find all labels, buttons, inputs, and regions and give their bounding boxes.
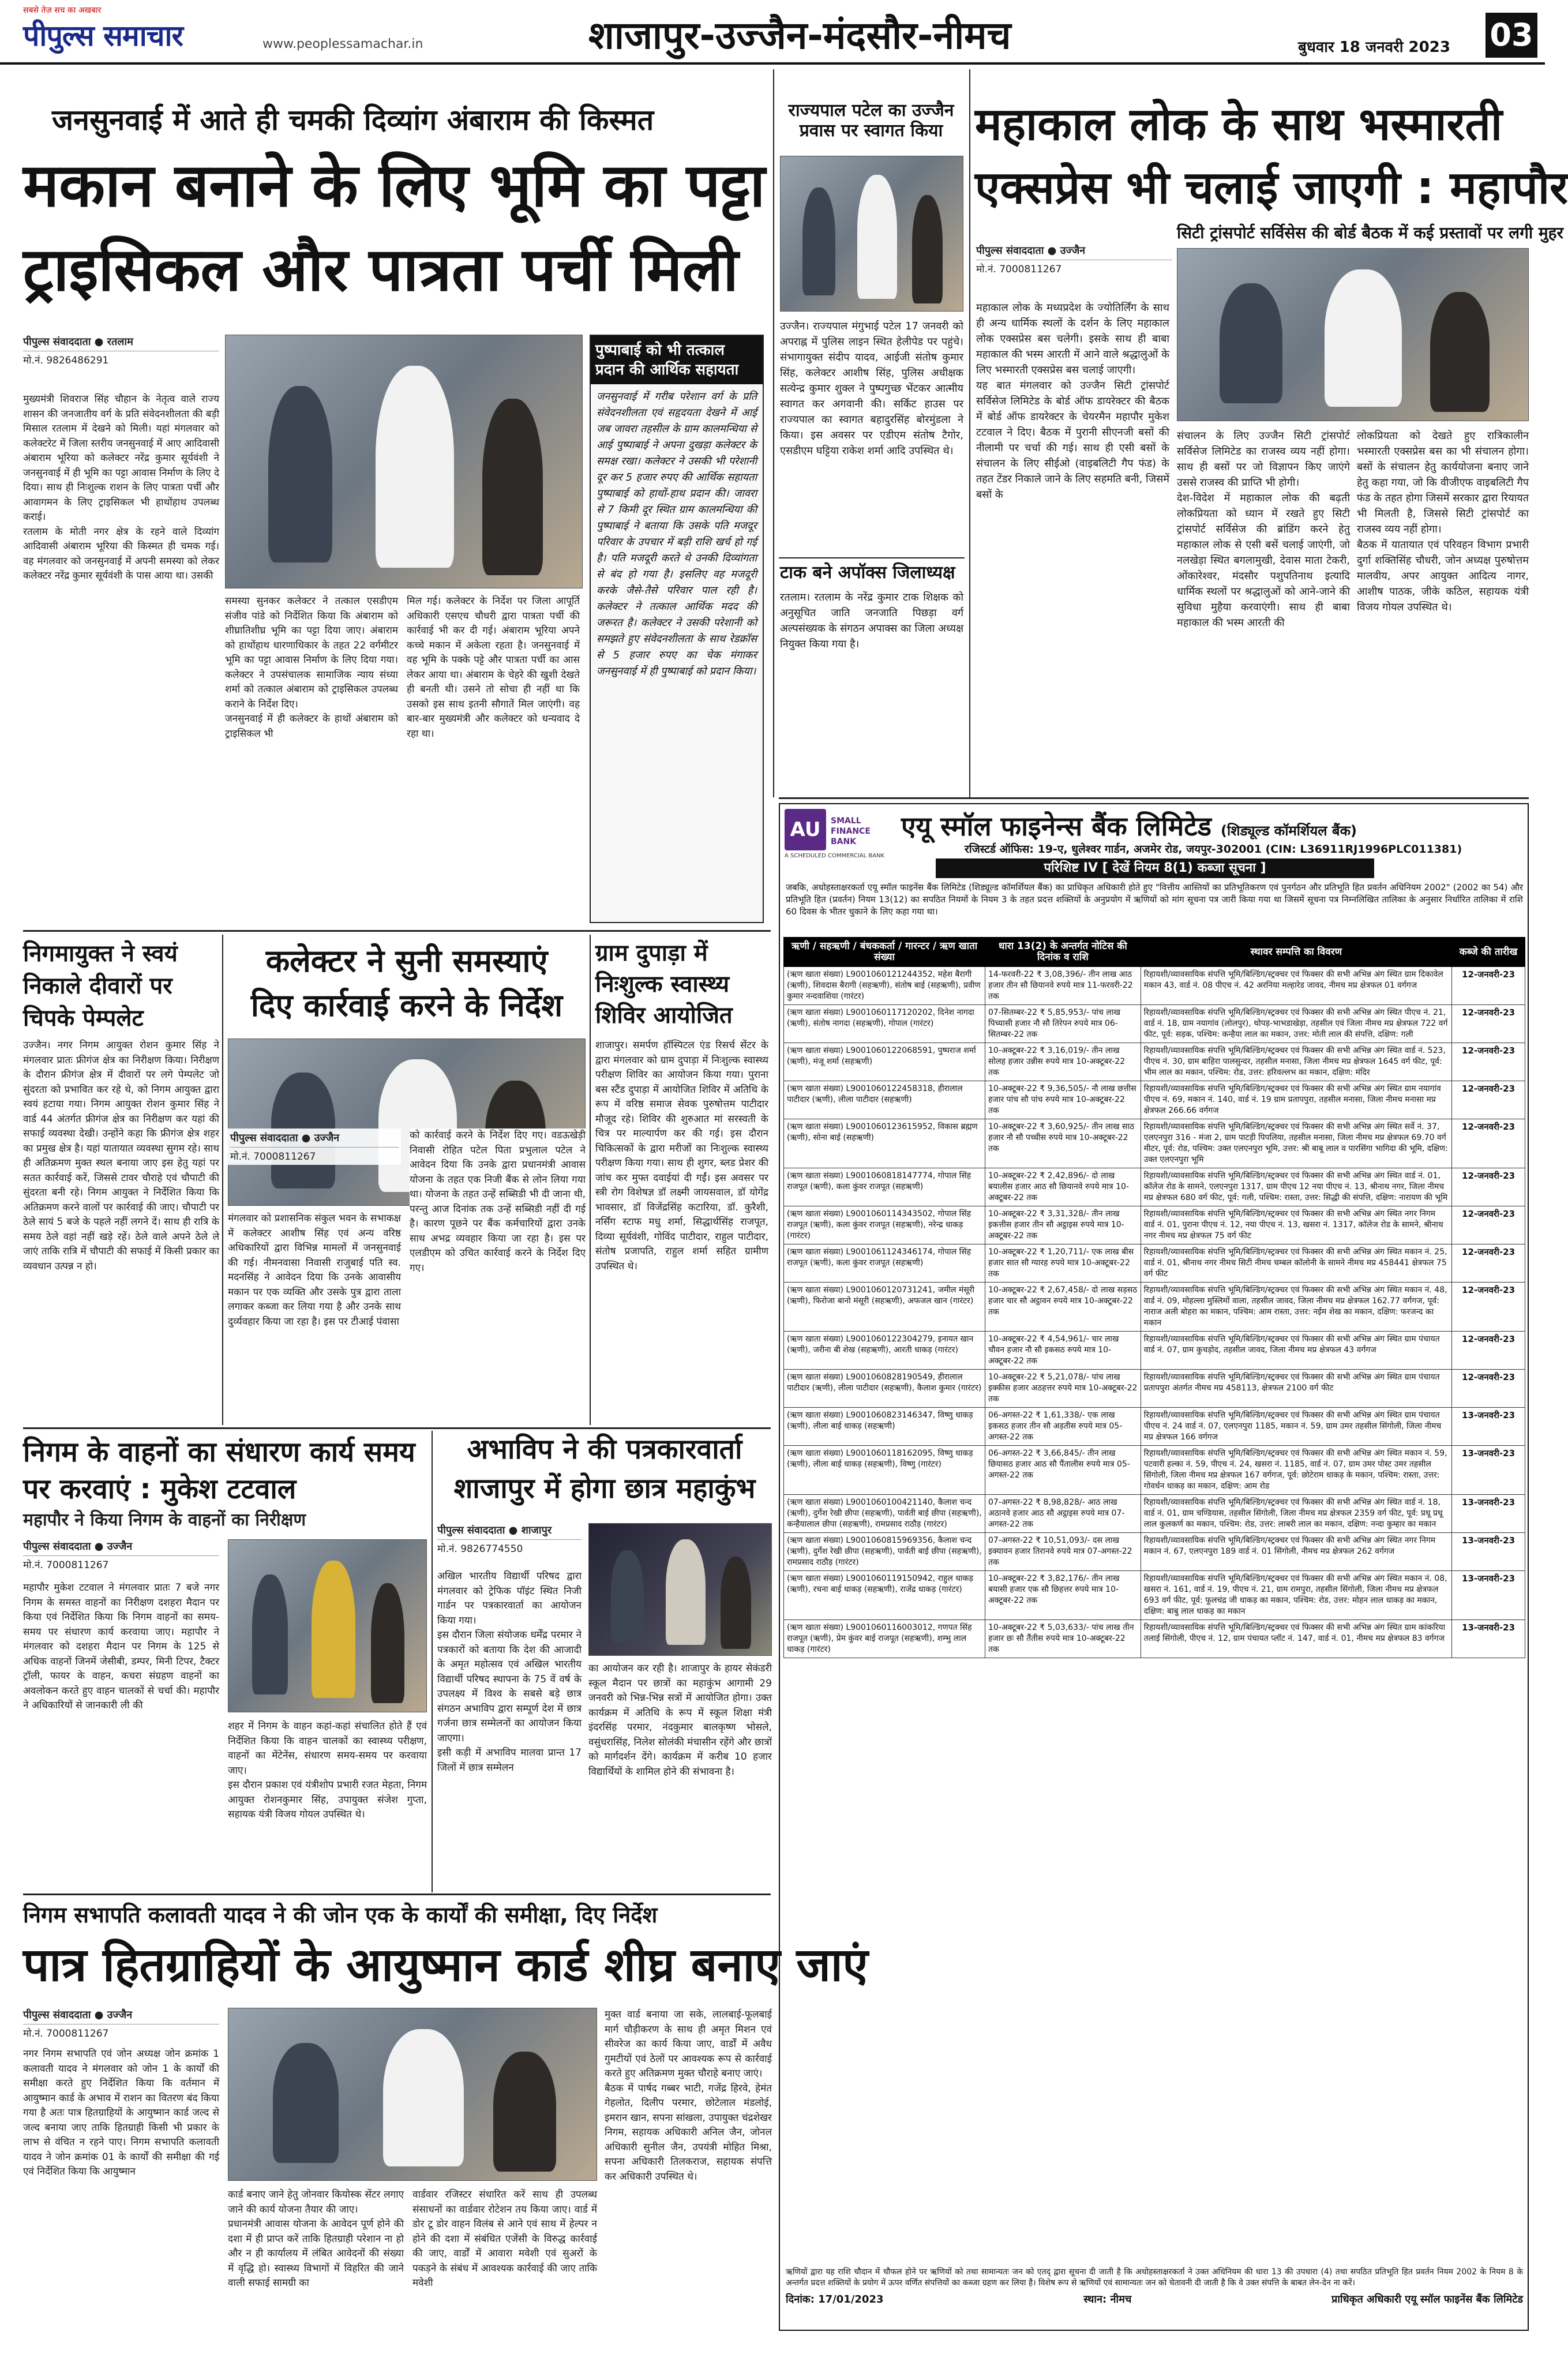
camp-headline: ग्राम दुपाड़ा में निःशुल्क स्वास्थ्य शिविर आयोजित (595, 940, 733, 1029)
abvp-headline-2: शाजापुर में होगा छात्र महाकुंभ (453, 1472, 756, 1505)
table-row (784, 1620, 1525, 1658)
vehicles-col1: महापौर मुकेश टटवाल ने मंगलवार प्रातः 7 बजे नगर निगम के समस्त वाहनों का निरीक्षण दशहरा मैदान पर किया एवं निर्देशित किया कि निगम वाहनों का समय-समय पर संधारण कार्य करवाया जाए। महापौर ने मंगलवार को दशहरा मैदान पर निगम के 125 से अधिक वाहनों जिनमें जेसीबी, डम्पर, मिनी टिपर, टैक्टर ट्रॉली, फायर के वाहन, कचरा संग्रहण वाहनों का अवलोकन करते हुए वाहन चालकों से चर्चा की। महापौर ने अधिकारियों से जानकारी ली की (23, 1582, 219, 1711)
vehicles-col2: शहर में निगम के वाहन कहां-कहां संचालित होते हैं एवं निर्देशित किया कि वाहन चालकों का स्वास्थ्य परीक्षण, वाहनों का मेंटेनेंस, संधारण समय-समय पर करवाया जाए। इस दौरान प्रकाश एवं यंत्रीशोप प्रभारी रजत मेहता, निगम आयुक्त रोशनकुमार सिंह, उपायुक्त संजेश गुप्ता, सहायक यंत्री विजय गोयल उपस्थित थे। (228, 1720, 427, 1820)
ad-cell-property: रिहायशी/व्यावसायिक संपत्ति भूमि/बिल्डिंग/स्ट्रक्चर एवं फिक्सर की सभी अभिन्न अंग स्थित मकान नं. 59, पटवारी हल्का नं. 59, पीएच नं. 24, खसरा नं. 1185, वार्ड नं. 07, ग्राम उमर पोस्ट उमर तहसील सिंगोली, जिला नीमच मप्र क्षेत्रफल 167 वर्गगज, पूर्व: छोटेराम धाकड़ के मकान, पश्चिम: रास्ता, उत्तर: गोवर्धन धाकड़ का मकान, दक्षिण: आम रोड (1141, 1446, 1451, 1495)
ad-footer-note: ऋणियों द्वारा यह राशि चौदान में चौफल होने पर ऋणियों को तथा सामान्यतः जन को एतद् द्वारा सूचना दी जाती है कि अधोहस्ताक्षरकर्ता ने उक्त अधिनियम की धारा 13 की उपधारा (4) तथा सपठित प्रतिभूति हित प्रवर्तन नियम 2002 के नियम 8 के अन्तर्गत प्रदत्त शक्तियों के प्रयोग में ऊपर वर्णित संपत्तियों का कब्जा ग्रहण कर लिया है। विशेष रूप से ऋणियों एवं सामान्यतः जन को चेतावनी दी जाती है कि वे उक्त संपत्ति के बाबत लेन-देन ना करें। (786, 2267, 1523, 2288)
ad-cell-loan: (ऋण खाता संख्या) L9001060118162095, विष्णु धाकड़ (ऋणी), लीला बाई धाकड़ (सहऋणी), विष्णु (गारंटर) (784, 1446, 985, 1495)
mahakal-col1: महाकाल लोक के मध्यप्रदेश के ज्योतिर्लिंग के साथ ही अन्य धार्मिक स्थलों के दर्शन के लिए महाकाल लोक एक्सप्रेस बस चलेगी। इसके साथ ही बाबा महाकाल की भस्म आरती में आने वाले श्रद्धालुओं के लिए भस्मारती एक्सप्रेस बस चलाई जाएगी। यह बात मंगलवार को उज्जैन सिटी ट्रांसपोर्ट सर्विसेज लिमिटेड के बोर्ड ऑफ डायरेक्टर की बैठक में बोर्ड ऑफ डायरेक्टर के चेयरमैन महापौर मुकेश टटवाल ने दिए। बैठक में पुरानी सीएनजी बसों की नीलामी पर चर्चा की गई। साथ ही एसी बसों के संचालन के लिए सीईओ (वाइबलिटी गैप फंड) के तहत टेंडर निकाले जाने के लिए सहमति बनी, जिसमें बसों के (976, 302, 1169, 501)
ad-cell-notice: 10-अक्टूबर-22 ₹ 1,20,711/- एक लाख बीस हजार सात सौ ग्यारह रुपये मात्र 10-अक्टूबर-22 तक (985, 1244, 1141, 1283)
ad-cell-date: 13-जनवरी-23 (1452, 1495, 1525, 1533)
mahakal-byline-text: पीपुल्स संवाददाता ● उज्जैन (976, 245, 1086, 257)
ad-cell-date: 12-जनवरी-23 (1452, 1332, 1525, 1370)
ad-cell-notice: 10-अक्टूबर-22 ₹ 3,60,925/- तीन लाख साठ हजार नौ सौ पच्चीस रुपये मात्र 10-अक्टूबर-22 तक (985, 1119, 1141, 1168)
masthead-logo (23, 5, 242, 57)
story1-headline-1: मकान बनाने के लिए भूमि का पट्टा (23, 150, 766, 220)
ayushman-col2: कार्ड बनाए जाने हेतु जोनवार कियोस्क सेंटर लगाए जाने की कार्य योजना तैयार की जाए। प्रधानमंत्री आवास योजना के आवेदन पूर्ण होने की दशा में ही प्राप्त करें ताकि हितग्राही परेशान ना हो और न ही कार्यालय में लंबित आवेदनों की संख्या में वृद्धि हो। स्वास्थ्य विभागों में विहरित की जाने वाली सफाई सामग्री का (228, 2189, 404, 2289)
ad-cell-loan: (ऋण खाता संख्या) L9001060818147774, गोपाल सिंह राजपूत (ऋणी), कला कुंवर राजपूत (सहऋणी) (784, 1168, 985, 1206)
story1-mobile: मो.नं. 9826486291 (23, 351, 219, 366)
story1-col3: मिल गई। कलेक्टर के निर्देश पर जिला आपूर्ति अधिकारी एसएच चौधरी द्वारा पात्रता पर्ची की कार्रवाई भी कर दी गई। अंबाराम भूरिया अपने कच्चे मकान में अकेला रहता है। जनसुनवाई में वह भूमि के पक्के पट्टे और पात्रता पर्ची का आस लेकर आया था। अंबाराम के चेहरे की खुशी देखते ही बनती थी। उसने तो सोचा ही नहीं था कि उसको इस साथ इतनी सौगातें मिल जाएंगी। वह बार-बार मुख्यमंत्री और कलेक्टर को धन्यवाद दे रहा था। (407, 595, 580, 740)
rule-vert-3 (222, 935, 223, 1425)
vehicles-byline (23, 1539, 219, 1571)
ayushman-col3: वार्डवार रजिस्टर संधारित करें साथ ही उपलब्ध संसाधनों का वार्डवार रोटेशन तय किया जाए। वार्ड में डोर टू डोर वाहन विलंब से आने एवं साथ में हेल्पर न होने की दशा में संबंधित एजेंसी के विरुद्ध कार्रवाई की जाए, वार्डों में आवारा मवेशी एवं सुअरों के पकड़ने के संबंध में आवश्यक कार्रवाई की जाए ताकि मवेशी (412, 2189, 597, 2289)
mahakal-headline-2: एक्सप्रेस भी चलाई जाएगी : महापौर (975, 162, 1568, 214)
collector-byline (228, 1128, 401, 1165)
ad-cell-loan: (ऋण खाता संख्या) L9001060122068591, पुष्पराज शर्मा (ऋणी), मंजू शर्मा (सहऋणी) (784, 1043, 985, 1081)
ad-cell-date: 13-जनवरी-23 (1452, 1533, 1525, 1571)
ad-cell-date: 12-जनवरी-23 (1452, 1168, 1525, 1206)
ayushman-kicker: निगम सभापति कलावती यादव ने की जोन एक के कार्यों की समीक्षा, दिए निर्देश (23, 1902, 658, 1928)
ad-cell-notice: 07-सितम्बर-22 ₹ 5,85,953/- पांच लाख पिच्यासी हजार नौ सौ तिरेपन रुपये मात्र 06-सितम्बर-22 तक (985, 1005, 1141, 1043)
au-logo-tag: A SCHEDULED COMMERCIAL BANK (785, 853, 885, 859)
table-row (784, 1244, 1525, 1283)
ad-cell-property: रिहायशी/व्यावसायिक संपत्ति भूमि/बिल्डिंग/स्ट्रक्चर एवं फिक्सर की सभी अभिन्न अंग स्थित ग्राम दिकावेल मकान 43, वार्ड नं. 08 पीएच नं. 42 अरनिया मल्हारेड जावद, नीमच मप्र क्षेत्रफल 01 वर्गगज (1141, 967, 1451, 1005)
ad-cell-property: रिहायशी/व्यावसायिक संपत्ति भूमि/बिल्डिंग/स्ट्रक्चर एवं फिक्सर की सभी अभिन्न अंग स्थित पीएच नं. 21, वार्ड नं. 18, ग्राम नयागांव (लोलपुर), थोपड़-भाभडाखेड़ा, तहसील एवं जिला नीमच मप्र क्षेत्रफल 722 वर्ग फीट, पूर्व: सड़क, पश्चिम: कन्हैया लाल का मकान, उत्तर: मोती लाल की संपत्ति, दक्षिण: गली (1141, 1005, 1451, 1043)
ad-table-wrap (783, 937, 1525, 1658)
patel-photo (780, 156, 963, 312)
ad-cell-loan: (ऋण खाता संख्या) L9001060117120202, दिनेश नागदा (ऋणी), संतोष नागदा (सहऋणी), गोपाल (गारंटर) (784, 1005, 985, 1043)
vehicles-mobile: मो.नं. 7000811267 (23, 1555, 219, 1571)
rule-vert-4 (590, 935, 591, 1425)
nigamayukt-headline: निगमायुक्त ने स्वयं निकाले दीवारों पर चिपके पेम्पलेट (23, 940, 178, 1032)
story1-headline-2: ट्राइसिकल और पात्रता पर्ची मिली (23, 234, 739, 305)
pushpabai-box (590, 335, 764, 923)
ad-cell-loan: (ऋण खाता संख्या) L9001060828190549, हीरालाल पाटीदार (ऋणी), लीला पाटीदार (सहऋणी), कैलाश कुमार (गारंटर) (784, 1370, 985, 1408)
ad-title-tag: (शिड्यूल्ड कॉमर्शियल बैंक) (1221, 823, 1357, 839)
abvp-byline-text: पीपुल्स संवाददाता ● शाजापुर (437, 1524, 552, 1536)
ad-appendix: परिशिष्ट IV [ देखें नियम 8(1) कब्जा सूचना ] (936, 858, 1374, 878)
ad-footer-row (786, 2292, 1523, 2306)
ad-cell-property: रिहायशी/व्यावसायिक संपत्ति भूमि/बिल्डिंग/स्ट्रक्चर एवं फिक्सर की सभी अभिन्न अंग स्थित सर्वे नं. 37, एलएनपुरा 316 - मंजा 2, ग्राम पाटड़ी पिपलिया, तहसील मनासा, जिला नीमच मप्र क्षेत्रफल 69.70 वर्ग मीटर, पूर्व: रोड, पश्चिम: उक्त एलएनपुरा भूमि, उत्तर: श्री बाबू लाल व पारसिंगा भागिदा की भूमि, दक्षिण: उक्त एलएनपुरा भूमि (1141, 1119, 1451, 1168)
edition-title: शाजापुर-उज्जैन-मंदसौर-नीमच (588, 13, 1011, 58)
mahakal-byline (976, 243, 1172, 275)
mahakal-photo (1177, 248, 1529, 421)
story1-byline-text: पीपुल्स संवाददाता ● रतलाम (23, 336, 133, 348)
ad-cell-loan: (ऋण खाता संख्या) L9001060815969356, कैलाश चन्द (ऋणी), दुर्गेश रेखी छीपा (सहऋणी), पार्वती बाई छीपा (सहऋणी), रामप्रसाद राठौड़ (गारंटर) (784, 1533, 985, 1571)
abvp-byline (437, 1523, 582, 1555)
ayushman-photo (228, 2008, 597, 2181)
ad-th-date: कब्जे की तारीख (1452, 938, 1525, 967)
ad-cell-date: 12-जनवरी-23 (1452, 967, 1525, 1005)
site-url: www.peoplessamachar.in (262, 37, 423, 51)
ad-th-loan: ऋणी / सहऋणी / बंधककर्ता / गारन्टर / ऋण खाता संख्या (784, 938, 985, 967)
story1-col1: मुख्यमंत्री शिवराज सिंह चौहान के नेतृत्व वाले राज्य शासन की जनजातीय वर्ग के प्रति संवेदनशीलता की बड़ी मिसाल रतलाम में देखने को मिली। यहां मंगलवार को कलेक्टरेट में जिला स्तरीय जनसुनवाई में आए आदिवासी अंबाराम भूरिया को कलेक्टर नरेंद्र कुमार सूर्यवंशी ने जनसुनवाई में ही भूमि का पट्टा आवास निर्माण के लिए दे दिया। साथ ही निःशुल्क राशन के लिए पात्रता पर्ची और आवागमन के लिए ट्राइसिकल भी हाथोंहाथ उपलब्ध कराई। रतलाम के मोती नगर क्षेत्र के रहने वाले दिव्यांग आदिवासी अंबाराम भूरिया की किस्मत ही चमक गई। वह मंगलवार को जनसुनवाई में अपनी समस्या को लेकर कलेक्टर नरेंद्र कुमार सूर्यवंशी के पास आया था। उसकी (23, 393, 219, 582)
story1-col2: समस्या सुनकर कलेक्टर ने तत्काल एसडीएम संजीव पांडे को निर्देशित किया कि अंबाराम को शीघ्रातिशीघ्र भूमि का पट्टा दिया जाए। अंबाराम को हाथोंहाथ धारणाधिकार के तहत 22 वर्गमीटर भूमि का पट्टा आवास निर्माण के लिए दिया गया। कलेक्टर ने उपसंचालक सामाजिक न्याय संध्या शर्मा को तत्काल अंबाराम को ट्राइसिकल उपलब्ध कराने के निर्देश दिए। जनसुनवाई में ही कलेक्टर के हाथों अंबाराम को ट्राइसिकल भी (225, 595, 398, 740)
ad-cell-date: 12-जनवरी-23 (1452, 1244, 1525, 1283)
ad-date: दिनांक: 17/01/2023 (786, 2293, 884, 2305)
masthead (0, 0, 1545, 65)
ad-cell-loan: (ऋण खाता संख्या) L9001060123615952, विकास ब्रह्मण (ऋणी), सोना बाई (सहऋणी) (784, 1119, 985, 1168)
logo-text: पीपुल्स समाचार (23, 19, 183, 53)
ad-cell-notice: 07-अगस्त-22 ₹ 8,98,828/- आठ लाख अठानवे हजार आठ सौ अट्ठाइस रुपये मात्र 07-अगस्त-22 तक (985, 1495, 1141, 1533)
ad-th-notice: धारा 13(2) के अन्तर्गत नोटिस की दिनांक व राशि (985, 938, 1141, 967)
abvp-photo (588, 1523, 772, 1656)
ad-cell-loan: (ऋण खाता संख्या) L9001061124346174, गोपाल सिंह राजपूत (ऋणी), कला कुंवर राजपूत (सहऋणी) (784, 1244, 985, 1283)
ad-cell-date: 13-जनवरी-23 (1452, 1446, 1525, 1495)
abvp-col2: का आयोजन कर रही है। शाजापुर के हायर सेकंडरी स्कूल मैदान पर छात्रों का महाकुंभ आगामी 29 जनवरी को भिन्न-भिन्न सत्रों में आयोजित होगा। उक्त कार्यक्रम में अतिथि के रूप में स्कूल शिक्षा मंत्री इंदरसिंह परमार, नंदकुमार बालकृष्ण भोसले, वसुंधरासिंह, निलेश सोलंकी मंचासीन रहेंगे और छात्रों को मार्गदर्शन देंगे। कार्यक्रम में करीब 10 हजार विद्यार्थियों के शामिल होने की संभावना है। (588, 1663, 772, 1778)
vehicles-photo (228, 1539, 427, 1712)
ad-cell-property: रिहायशी/व्यावसायिक संपत्ति भूमि/बिल्डिंग/स्ट्रक्चर एवं फिक्सर की सभी अभिन्न अंग स्थित ग्राम नयागांव पीएच नं. 69, मकान नं. 140, वार्ड नं. 19 ग्राम प्रतापपुरा, तहसील मनासा, जिला नीमच मनासा मप्र क्षेत्रफल 266.66 वर्गगज (1141, 1081, 1451, 1119)
tak-headline: टाक बने अपॉक्स जिलाध्यक्ष (780, 563, 955, 583)
ad-cell-notice: 10-अक्टूबर-22 ₹ 3,31,328/- तीन लाख इकत्तीस हजार तीन सौ अट्ठाइस रुपये मात्र 10-अक्टूबर-22 तक (985, 1206, 1141, 1244)
ad-cell-loan: (ऋण खाता संख्या) L9001060120731241, जमील मंसूरी (ऋणी), फिरोजा बानो मंसूरी (सहऋणी), अफजल खान (गारंटर) (784, 1283, 985, 1332)
table-row (784, 1005, 1525, 1043)
mahakal-headline-1: महाकाल लोक के साथ भस्मारती (975, 99, 1503, 151)
table-row (784, 1081, 1525, 1119)
pushpabai-box-text: जनसुनवाई में गरीब परेशान वर्ग के प्रति संवेदनशीलता एवं सहृदयता देखने में आई जब जावरा तहसील के ग्राम कालमन्धिया से आई पुष्पाबाई ने अपना दुखड़ा कलेक्टर के समक्ष रखा। कलेक्टर ने उसकी भी परेशानी दूर कर 5 हजार रुपए की आर्थिक सहायता पुष्पाबाई को हाथों-हाथ प्रदान की। जावरा से 7 किमी दूर स्थित ग्राम कालमन्धिया की पुष्पाबाई ने बताया कि उसके पति मजदूर परिवार के उपचार में बड़ी राशि खर्च हो गई है। पति मजदूरी करते थे उनकी दिव्यांगता से बंद हो गया है। इसलिए वह मजदूरी करके जैसे-तैसे परिवार पाल रही है। कलेक्टर ने तत्काल आर्थिक मदद की जरूरत है। कलेक्टर ने उसकी परेशानी को समझते हुए संवेदनशीलता के साथ रेडक्रॉस से 5 हजार रुपए का चेक मंगाकर जनसुनवाई में ही पुष्पाबाई को प्रदान किया। (597, 391, 757, 677)
ad-cell-date: 12-जनवरी-23 (1452, 1283, 1525, 1332)
ayushman-mobile: मो.नं. 7000811267 (23, 2024, 219, 2039)
ad-place: स्थान: नीमच (1083, 2293, 1132, 2305)
vehicles-headline: निगम के वाहनों का संधारण कार्य समय पर करवाएं : मुकेश टटवाल (23, 1436, 415, 1505)
ad-cell-loan: (ऋण खाता संख्या) L9001060823146347, विष्णु धाकड़ (ऋणी), लीला बाई धाकड़ (सहऋणी) (784, 1408, 985, 1446)
ad-cell-loan: (ऋण खाता संख्या) L9001060122458318, हीरालाल पाटीदार (ऋणी), लीला पाटीदार (सहऋणी) (784, 1081, 985, 1119)
ad-cell-property: रिहायशी/व्यावसायिक संपत्ति भूमि/बिल्डिंग/स्ट्रक्चर एवं फिक्सर की सभी अभिन्न अंग स्थित मकान नं. 08, खसरा नं. 161, वार्ड नं. 19, पीएच नं. 21, ग्राम रामपुरा, तहसील सिंगोली, जिला नीमच मप्र क्षेत्रफल 693 वर्ग फीट, पूर्व: फूलचंद्र जी धाकड़ का मकान, पश्चिम: रोड, उत्तर: मोहन लाल धाकड़ का मकान, दक्षिण: बाबु लाल धाकड़ का मकान (1141, 1571, 1451, 1620)
ad-title-text: एयू स्मॉल फाइनेन्स बैंक लिमिटेड (901, 811, 1211, 842)
ad-cell-notice: 10-अक्टूबर-22 ₹ 5,03,633/- पांच लाख तीन हजार छः सौ तैंतीस रुपये मात्र 10-अक्टूबर-22 तक (985, 1620, 1141, 1658)
ad-cell-date: 13-जनवरी-23 (1452, 1408, 1525, 1446)
table-row (784, 1332, 1525, 1370)
ad-cell-notice: 10-अक्टूबर-22 ₹ 3,82,176/- तीन लाख बयासी हजार एक सौ छिहत्तर रुपये मात्र 10-अक्टूबर-22 तक (985, 1571, 1141, 1620)
mahakal-col2: संचालन के लिए उज्जैन सिटी ट्रांसपोर्ट सर्विसेज लिमिटेड का राजस्व व्यय नहीं होगा। साथ ही बसों पर जो विज्ञापन किए जाएंगे उससे राजस्व की प्राप्ति भी होगी। देश-विदेश में महाकाल लोक की बढ़ती लोकप्रियता को ध्यान में रखते हुए सिटी ट्रांसपोर्ट सर्विसेज की ब्रांडिंग करने हेतु महाकाल लोक से एसी बसें चलाई जाएंगी, जो नलखेड़ा स्थित बगलामुखी, देवास माता टेकरी, ओंकारेश्वर, मंदसौर पशुपतिनाथ इत्यादि धार्मिक स्थलों पर श्रद्धालुओं को आने-जाने की सुविधा मुहैया करवाएंगी। साथ ही बाबा महाकाल की भस्म आरती की (1177, 430, 1350, 629)
table-row (784, 1043, 1525, 1081)
table-row (784, 1283, 1525, 1332)
table-row (784, 1119, 1525, 1168)
ad-cell-date: 12-जनवरी-23 (1452, 1005, 1525, 1043)
ad-cell-date: 13-जनवरी-23 (1452, 1620, 1525, 1658)
rule-ad-top (779, 797, 1529, 799)
ad-intro: जबकि, अधोहस्ताक्षरकर्ता एयू स्मॉल फाइनेंस बैंक लिमिटेड (शिड्यूल्ड कॉमर्शियल बैंक) का प्राधिकृत अधिकारी होते हुए "वित्तीय आस्तियों का प्रतिभूतिकरण एवं पुनर्गठन और प्रतिभूति हित प्रवर्तन अधिनियम 2002" (2002 का 54) और प्रतिभूति हित (प्रवर्तन) नियम 13(12) का सपठित नियमों के नियम 3 के तहत प्रदत्त शक्तियों के अनुप्रयोग में ऋणियों को मांग सूचना पत्र जारी किया गया था जिसमें सूचना पत्र निम्नलिखित तालिका के अनुसार निर्धारित तालिका में राशि 60 दिवस के भीतर चुकाने के लिए कहा गया था। (786, 882, 1523, 917)
ad-cell-notice: 10-अक्टूबर-22 ₹ 2,42,896/- दो लाख बयालीस हजार आठ सौ छियानवे रुपये मात्र 10-अक्टूबर-22 तक (985, 1168, 1141, 1206)
ad-cell-property: रिहायशी/व्यावसायिक संपत्ति भूमि/बिल्डिंग/स्ट्रक्चर एवं फिक्सर की सभी अभिन्न अंग स्थित नगर निगम मकान नं. 67, एलएनपुरा 189 वार्ड नं. 01 सिंगोली, नीमच मप्र क्षेत्रफल 262 वर्गगज (1141, 1533, 1451, 1571)
collector-mobile: मो.नं. 7000811267 (230, 1147, 399, 1163)
table-row (784, 1571, 1525, 1620)
rule-top-main (23, 930, 771, 932)
ad-cell-date: 13-जनवरी-23 (1452, 1571, 1525, 1620)
ad-cell-property: रिहायशी/व्यावसायिक संपत्ति भूमि/बिल्डिंग/स्ट्रक्चर एवं फिक्सर की सभी अभिन्न अंग स्थित वार्ड नं. 523, पीएच नं. 30, ग्राम बाहिरा पालसुन्दर, तहसील मनासा, जिला नीमच मप्र क्षेत्रफल 1645 वर्ग फीट, पूर्व: भीम लाल का मकान, पश्चिम: रोड, उत्तर: हरिवल्लभ का मकान, दक्षिण: मंदिर (1141, 1043, 1451, 1081)
ayushman-col4: मुक्त वार्ड बनाया जा सके, लालबाई-फूलबाई मार्ग चौड़ीकरण के साथ ही अमृत मिशन एवं सीवरेज का कार्य किया जाए, वार्डों में अवैध गुमटीयों एवं ठेलों पर आवश्यक रूप से कार्रवाई करते हुए अतिक्रमण मुक्त चौराहे बनाए जाएं। बैठक में पार्षद गब्बर भाटी, गजेंद्र हिरवे, हेमंत गेहलोत, दिलीप परमार, छोटेलाल मंडलोई, इमरान खान, सपना सांखला, उपायुक्त चंद्रशेखर निगम, सहायक अधिकारी अनिल जैन, जोनल अधिकारी सुनील जैन, उपयंत्री मोहित मिश्रा, सपना अधिकारी तिलकराज, सहायक संपत्ति कर अधिकारी उपस्थित थे। (605, 2009, 772, 2183)
ad-table (783, 937, 1525, 1658)
ad-cell-date: 12-जनवरी-23 (1452, 1206, 1525, 1244)
pushpabai-box-title: पुष्पाबाई को भी तत्काल प्रदान की आर्थिक सहायता (591, 336, 763, 384)
ad-th-property: स्थावर सम्पत्ति का विवरण (1141, 938, 1451, 967)
mahakal-mobile: मो.नं. 7000811267 (976, 260, 1172, 275)
ayushman-headline: पात्र हितग्राहियों के आयुष्मान कार्ड शीघ्र बनाए जाएं (23, 1938, 868, 1992)
table-row (784, 1408, 1525, 1446)
table-row (784, 1446, 1525, 1495)
ad-table-body (784, 967, 1525, 1658)
logo-tagline: सबसे तेज़ सच का अखबार (23, 6, 102, 15)
table-row (784, 1206, 1525, 1244)
collector-headline-1: कलेक्टर ने सुनी समस्याएं (265, 943, 548, 979)
ayushman-byline (23, 2008, 219, 2039)
ad-address: रजिस्टर्ड ऑफिस: 19-ए, धुलेश्वर गार्डन, अजमेर रोड, जयपुर-302001 (CIN: L36911RJ1996PLC011381) (965, 843, 1462, 856)
ayushman-byline-text: पीपुल्स संवाददाता ● उज्जैन (23, 2009, 133, 2021)
issue-date: बुधवार 18 जनवरी 2023 (1298, 39, 1450, 56)
vehicles-subhead: महापौर ने किया निगम के वाहनों का निरीक्षण (23, 1510, 306, 1530)
rule-vert-2 (969, 69, 970, 797)
nigamayukt-text: उज्जैन। नगर निगम आयुक्त रोशन कुमार सिंह ने मंगलवार प्रातः फ्रीगंज क्षेत्र का निरीक्षण किया। निरीक्षण के दौरान फ्रीगंज क्षेत्र में दीवारों पर लगे पेम्पलेट जो सुंदरता को प्रभावित कर रहे थे, को निगम आयुक्त द्वारा स्वयं हटाया गया। निगम आयुक्त रोशन कुमार सिंह ने वार्ड 44 अंतर्गत फ्रीगंज क्षेत्र का निरीक्षण कर यहां की सफाई व्यवस्था देखी। उन्होंने कहा कि फ्रीगंज क्षेत्र शहर का प्रमुख क्षेत्र है। यहां यातायात व्यवस्था सुगम रहे। साथ ही अतिक्रमण मुक्त स्थल बनाया जाए इस हेतु यहां पर सतत कार्रवाई करें, जिससे टावर चौराहे एवं चौपाटी की सुंदरता बनी रहे। निगम आयुक्त ने निर्देशित किया कि अतिक्रमण करने वालों पर कार्रवाई की जाए। चौपाटी पर ठेले सायं 5 बजे के पहले नहीं लगने दें। साथ ही रात्रि के समय ठेले वहां नहीं खड़े रहें। ठेले वाले अपने ठेले ले जाएं ताकि रात्रि में चौपाटी की सफाई में किसी प्रकार का व्यवधान उत्पन्न न हो। (23, 1040, 219, 1272)
rule-vert-1 (773, 69, 774, 797)
ayushman-col1: नगर निगम सभापति एवं जोन अध्यक्ष जोन क्रमांक 1 कलावती यादव ने मंगलवार को जोन 1 के कार्यों की समीक्षा करते हुए निर्देशित किया कि वर्तमान में आयुष्मान कार्ड के अभाव में राशन का वितरण बंद किया गया है अतः पात्र हितग्राहियों के आयुष्मान कार्ड जल्द से जल्द बनाया जाए ताकि हितग्राही किसी भी प्रकार के लाभ से वंचित न रहने पाए। निगम सभापति कलावती यादव ने जोन क्रमांक 01 के कार्यों की समीक्षा की गई एवं निर्देशित किया कि आयुष्मान (23, 2048, 219, 2177)
ad-cell-property: रिहायशी/व्यावसायिक संपत्ति भूमि/बिल्डिंग/स्ट्रक्चर एवं फिक्सर की सभी अभिन्न अंग स्थित ग्राम पंचायत पीएच नं. 24 वार्ड नं. 07, एलएनपुरा 1185, मकान नं. 59, ग्राम उमर तहसील सिंगोली, जिला नीमच मप्र क्षेत्रफल 166 वर्गगज (1141, 1408, 1451, 1446)
ad-cell-date: 12-जनवरी-23 (1452, 1370, 1525, 1408)
camp-text: शाजापुर। समर्पण हॉस्पिटल एंड रिसर्च सेंटर के द्वारा मंगलवार को ग्राम दुपाड़ा में निःशुल्क स्वास्थ्य परीक्षण शिविर का आयोजन किया गया। पुराना बस स्टैंड दुपाड़ा में आयोजित शिविर में अतिथि के रूप में वरिष्ठ समाज सेवक पुरुषोत्तम पाटीदार मौजूद रहे। शिविर की शुरुआत मां सरस्वती के चित्र पर माल्यार्पण कर की गई। इस दौरान चिकित्सकों के द्वारा मरीजों का निःशुल्क स्वास्थ्य परीक्षण किया गया। साथ ही शुगर, ब्लड प्रेशर की जांच कर मुफ्त दवाईयां दी गईं। इस अवसर पर स्त्री रोग विशेषज्ञ डॉ लक्ष्मी जायसवाल, डॉ योगेंद्र भावसार, डॉ विजेंद्रसिंह कटारिया, डॉ. कुरैशी, नर्सिंग स्टाफ मधु शर्मा, सिद्धार्थसिंह राजपूत, दिव्या सूर्यवंशी, गोविंद पाटीदार, राहुल पाटीदार, संतोष प्रजापति, राहुल शर्मा सहित ग्रामीण उपस्थित थे। (595, 1040, 768, 1272)
ad-cell-loan: (ऋण खाता संख्या) L9001060116003012, गणपत सिंह राजपूत (ऋणी), प्रेम कुंवर बाई राजपूत (सहऋणी), शम्भु लाल धाकड़ (गारंटर) (784, 1620, 985, 1658)
ad-table-header (784, 938, 1525, 967)
ad-cell-notice: 06-अगस्त-22 ₹ 3,66,845/- तीन लाख छियासठ हजार आठ सौ पैंतालीस रुपये मात्र 05-अगस्त-22 तक (985, 1446, 1141, 1495)
ad-cell-loan: (ऋण खाता संख्या) L9001060114343502, गोपाल सिंह राजपूत (ऋणी), कला कुंवर राजपूत (सहऋणी), नरेन्द्र धाकड़ (गारंटर) (784, 1206, 985, 1244)
ad-cell-loan: (ऋण खाता संख्या) L9001060122304279, इनायत खान (ऋणी), जरीना बी शेख (सहऋणी), आरती धाकड़ (गारंटर) (784, 1332, 985, 1370)
rule-mid (23, 1427, 771, 1429)
rule-vert-5 (432, 1431, 433, 1892)
ad-cell-date: 12-जनवरी-23 (1452, 1119, 1525, 1168)
story1-kicker: जनसुनवाई में आते ही चमकी दिव्यांग अंबाराम की किस्मत (52, 103, 654, 137)
story1-byline (23, 335, 219, 366)
ad-title (901, 808, 1524, 843)
ad-cell-property: रिहायशी/व्यावसायिक संपत्ति भूमि/बिल्डिंग/स्ट्रक्चर एवं फिक्सर की सभी अभिन्न अंग स्थित नगर निगम वार्ड नं. 01, पुराना पीएच नं. 12, नया पीएच नं. 13, खसरा नं. 1317, कॉलेज रोड के सामने, श्रीनाथ नगर नीमच मप्र क्षेत्रफल 75 वर्ग फीट (1141, 1206, 1451, 1244)
au-logo-sub: SMALL FINANCE BANK (831, 816, 871, 846)
patel-headline: राज्यपाल पटेल का उज्जैन प्रवास पर स्वागत किया (788, 100, 954, 141)
table-row (784, 967, 1525, 1005)
ad-cell-notice: 14-फरवरी-22 ₹ 3,08,396/- तीन लाख आठ हजार तीन सौ छियानवे रुपये मात्र 11-फरवरी-22 तक (985, 967, 1141, 1005)
ad-cell-property: रिहायशी/व्यावसायिक संपत्ति भूमि/बिल्डिंग/स्ट्रक्चर एवं फिक्सर की सभी अभिन्न अंग स्थित ग्राम पंचायत वार्ड नं. 07, ग्राम कुचड़ोद, तहसील जावद, जिला नीमच मप्र क्षेत्रफल 43 वर्गगज (1141, 1332, 1451, 1370)
rule-bottom (23, 1894, 771, 1895)
ad-cell-date: 12-जनवरी-23 (1452, 1043, 1525, 1081)
tak-text: रतलाम। रतलाम के नरेंद्र कुमार टाक शिक्षक को अनुसूचित जाति जनजाति पिछड़ा वर्ग अल्पसंख्यक के संगठन अपाक्स का जिला अध्यक्ष नियुक्त किया गया है। (780, 591, 963, 650)
ad-footer (786, 2267, 1523, 2306)
ad-cell-property: रिहायशी/व्यावसायिक संपत्ति भूमि/बिल्डिंग/स्ट्रक्चर एवं फिक्सर की सभी अभिन्न अंग स्थित वार्ड नं. 18, वार्ड नं. 01, ग्राम चण्डियास, तहसील सिंगोली, जिला नीमच मप्र क्षेत्रफल 2359 वर्ग फीट, पूर्व: प्रधू प्रधू लाल कुलकर्ण का मकान, पश्चिम: रोड, उत्तर: लाबरी लाल का मकान, दक्षिण: नन्दा कुम्हार का मकान (1141, 1495, 1451, 1533)
mahakal-subhead: सिटी ट्रांसपोर्ट सर्विसेस की बोर्ड बैठक में कई प्रस्तावों पर लगी मुहर (1177, 223, 1563, 242)
ad-cell-notice: 10-अक्टूबर-22 ₹ 4,54,961/- चार लाख चौवन हजार नौ सौ इकसठ रुपये मात्र 10-अक्टूबर-22 तक (985, 1332, 1141, 1370)
story1-photo (225, 335, 583, 588)
ad-cell-date: 12-जनवरी-23 (1452, 1081, 1525, 1119)
ad-cell-notice: 07-अगस्त-22 ₹ 10,51,093/- दस लाख इक्यावन हजार तिरानवे रुपये मात्र 07-अगस्त-22 तक (985, 1533, 1141, 1571)
table-row (784, 1168, 1525, 1206)
ad-cell-loan: (ऋण खाता संख्या) L9001060119150942, राहुल धाकड़ (ऋणी), रचना बाई धाकड़ (सहऋणी), राजेंद्र धाकड़ (गारंटर) (784, 1571, 985, 1620)
collector-col1: मंगलवार को प्रशासनिक संकुल भवन के सभाकक्ष में कलेक्टर आशीष सिंह एवं अन्य वरिष्ठ अधिकारियों द्वारा विभिन्न मामलों में जनसुनवाई की गई। नीमनवासा निवासी राजुबाई पति स्व. मदनसिंह ने आवेदन दिया कि उनके आवासीय मकान पर एक व्यक्ति और उसके पुत्र द्वारा ताला लगाकर कब्जा कर लिया गया है और उनके साथ दुर्व्यवहार किया जा रहा है। इस पर टीआई पंवासा (228, 1213, 401, 1328)
ad-cell-notice: 10-अक्टूबर-22 ₹ 3,16,019/- तीन लाख सोलह हजार उन्नीस रुपये मात्र 10-अक्टूबर-22 तक (985, 1043, 1141, 1081)
mahakal-col3: लोकप्रियता को देखते हुए रात्रिकालीन भस्मारती एक्सप्रेस बस का भी संचालन होगा। बसों के संचालन हेतु कार्ययोजना बनाए जाने हेतु कहा गया, जो कि वीजीएफ वाइबलिटी गैप फंड के तहत होगा जिसमें सरकार द्वारा रियायत भी मिलती है, जिससे सिटी ट्रांसपोर्ट का राजस्व व्यय नहीं होगा। बैठक में यातायात एवं परिवहन विभाग प्रभारी दुर्गा शक्तिसिंह चौधरी, जोन अध्यक्ष पुरुषोत्तम मालवीय, अपर आयुक्त आदित्य नागर, आशीष पाठक, जीके कठिल, सहायक यंत्री विजय गोयल उपस्थित थे। (1357, 430, 1529, 613)
ad-signatory: प्राधिकृत अधिकारी एयू स्मॉल फाइनेंस बैंक लिमिटेड (1331, 2293, 1523, 2305)
rule-patel-tak (779, 557, 965, 558)
table-row (784, 1495, 1525, 1533)
ad-cell-loan: (ऋण खाता संख्या) L9001060121244352, महेश बैरागी (ऋणी), शिवदास बैरागी (सहऋणी), संतोष बाई (सहऋणी), प्रवीण कुमार नन्दवाशिया (गारंटर) (784, 967, 985, 1005)
au-bank-ad (779, 803, 1529, 2331)
abvp-headline-1: अभाविप ने की पत्रकारवार्ता (467, 1433, 742, 1465)
ad-cell-notice: 06-अगस्त-22 ₹ 1,61,338/- एक लाख इकसठ हजार तीन सौ अड़तीस रुपये मात्र 05-अगस्त-22 तक (985, 1408, 1141, 1446)
abvp-mobile: मो.नं. 9826774550 (437, 1539, 582, 1555)
ad-cell-property: रिहायशी/व्यावसायिक संपत्ति भूमि/बिल्डिंग/स्ट्रक्चर एवं फिक्सर की सभी अभिन्न अंग स्थित ग्राम पंचायत प्रतापपुरा अंतर्गत नीमच मप्र 458113, क्षेत्रफल 2100 वर्ग फीट (1141, 1370, 1451, 1408)
ad-cell-loan: (ऋण खाता संख्या) L9001060100421140, कैलाश चन्द (ऋणी), दुर्गेश रेखी छीपा (सहऋणी), पार्वती बाई छीपा (सहऋणी), कन्हैयालाल छीपा (सहऋणी), रामप्रसाद राठौड़ (गारंटर) (784, 1495, 985, 1533)
vehicles-byline-text: पीपुल्स संवाददाता ● उज्जैन (23, 1540, 133, 1553)
collector-headline-2: दिए कार्रवाई करने के निर्देश (250, 987, 563, 1023)
patel-text: उज्जैन। राज्यपाल मंगुभाई पटेल 17 जनवरी को अपराह्न में पुलिस लाइन स्थित हेलीपेड पर पहुंचे। संभागायुक्त संदीप यादव, आईजी संतोष कुमार सिंह, कलेक्टर आशीष सिंह, पुलिस अधीक्षक सत्येन्द्र कुमार शुक्ल ने पुष्पगुच्छ भेंटकर आत्मीय स्वागत कर अगवानी की। सर्किट हाउस पर राज्यपाल का स्वागत बहादुरसिंह बोरमुंडला ने किया। इस अवसर पर एडीएम संतोष टैगोर, एसडीएम घट्टिया राकेश शर्मा आदि उपस्थित थे। (780, 320, 964, 457)
table-row (784, 1370, 1525, 1408)
au-logo-mark: AU (785, 809, 826, 850)
ad-cell-property: रिहायशी/व्यावसायिक संपत्ति भूमि/बिल्डिंग/स्ट्रक्चर एवं फिक्सर की सभी अभिन्न अंग स्थित मकान नं. 48, वार्ड नं. 09, मोहल्ला मुस्लिमों वाला, तहसील जावद, जिला नीमच मप्र क्षेत्रफल 162.77 वर्गगज, पूर्व: नाराज अली बोहरा का मकान, पश्चिम: आम रास्ता, उत्तर: नईम शेख का मकान, दक्षिण: फरजन्द का मकान (1141, 1283, 1451, 1332)
au-logo (785, 809, 894, 862)
ad-cell-property: रिहायशी/व्यावसायिक संपत्ति भूमि/बिल्डिंग/स्ट्रक्चर एवं फिक्सर की सभी अभिन्न अंग स्थित मकान नं. 25, वार्ड नं. 01, श्रीनाथ नगर नीमच सिटी नीमच चम्बल कॉलोनी के सामने नीमच मप्र 458441 क्षेत्रफल 75 वर्ग फीट (1141, 1244, 1451, 1283)
page-number: 03 (1486, 13, 1537, 58)
collector-col2: को कार्रवाई करने के निर्देश दिए गए। वडऊखेड़ी निवासी रोहित पटेल पिता प्रभुलाल पटेल ने आवेदन दिया कि उनके द्वारा प्रधानमंत्री आवास योजना के तहत एक निजी बैंक से लोन लिया गया था। योजना के तहत उन्हें सब्सिडी भी दी जाना थी, परन्तु आज दिनांक तक उन्हें सब्सिडी नहीं दी गई है। कारण पूछने पर बैंक कर्मचारियों द्वारा उनके साथ अभद्र व्यवहार किया जा रहा है। इस पर एलडीएम को उचित कार्रवाई करने के निर्देश दिए गए। (410, 1128, 586, 1419)
ad-cell-property: रिहायशी/व्यावसायिक संपत्ति भूमि/बिल्डिंग/स्ट्रक्चर एवं फिक्सर की सभी अभिन्न अंग स्थित वार्ड नं. 01, कॉलेज रोड के सामने, एलएनपुरा 1317, ग्राम पीएच 12 नया पीएच नं. 13, श्रीनाथ नगर, जिला नीमच मप्र क्षेत्रफल 680 वर्ग फीट, पूर्व: गली, पश्चिम: रास्ता, उत्तर: सिद्धी की संपत्ति, दक्षिण: नारायण की भूमि (1141, 1168, 1451, 1206)
abvp-col1: अखिल भारतीय विद्यार्थी परिषद द्वारा मंगलवार को ट्रेफिक पॉइंट स्थित निजी गार्डन पर पत्रकारवार्ता का आयोजन किया गया। इस दौरान जिला संयोजक धर्मेंद्र परमार ने पत्रकारों को बताया कि देश की आजादी के अमृत महोत्सव एवं अखिल भारतीय विद्यार्थी परिषद स्थापना के 75 वें वर्ष के उपलक्ष्य में विश्व के सबसे बड़े छात्र संगठन अभाविप द्वारा सम्पूर्ण देश में छात्र गर्जना छात्र सम्मेलनों का आयोजन किया जाएगा। इसी कड़ी में अभाविप मालवा प्रान्त 17 जिलों में छात्र सम्मेलन (437, 1570, 582, 1774)
ad-cell-property: रिहायशी/व्यावसायिक संपत्ति भूमि/बिल्डिंग/स्ट्रक्चर एवं फिक्सर की सभी अभिन्न अंग स्थित ग्राम कांकरिया तलाई सिंगोली, पीएच नं. 12, ग्राम पंचायत प्लॉट नं. 147, वार्ड नं. 01, नीमच मप्र क्षेत्रफल 83 वर्गगज (1141, 1620, 1451, 1658)
ad-cell-notice: 10-अक्टूबर-22 ₹ 5,21,078/- पांच लाख इक्कीस हजार अठहत्तर रुपये मात्र 10-अक्टूबर-22 तक (985, 1370, 1141, 1408)
ad-cell-notice: 10-अक्टूबर-22 ₹ 2,67,458/- दो लाख सड़सठ हजार चार सौ अट्ठावन रुपये मात्र 10-अक्टूबर-22 तक (985, 1283, 1141, 1332)
ad-cell-notice: 10-अक्टूबर-22 ₹ 9,36,505/- नौ लाख छत्तीस हजार पांच सौ पांच रुपये मात्र 10-अक्टूबर-22 तक (985, 1081, 1141, 1119)
table-row (784, 1533, 1525, 1571)
collector-byline-text: पीपुल्स संवाददाता ● उज्जैन (230, 1132, 340, 1144)
